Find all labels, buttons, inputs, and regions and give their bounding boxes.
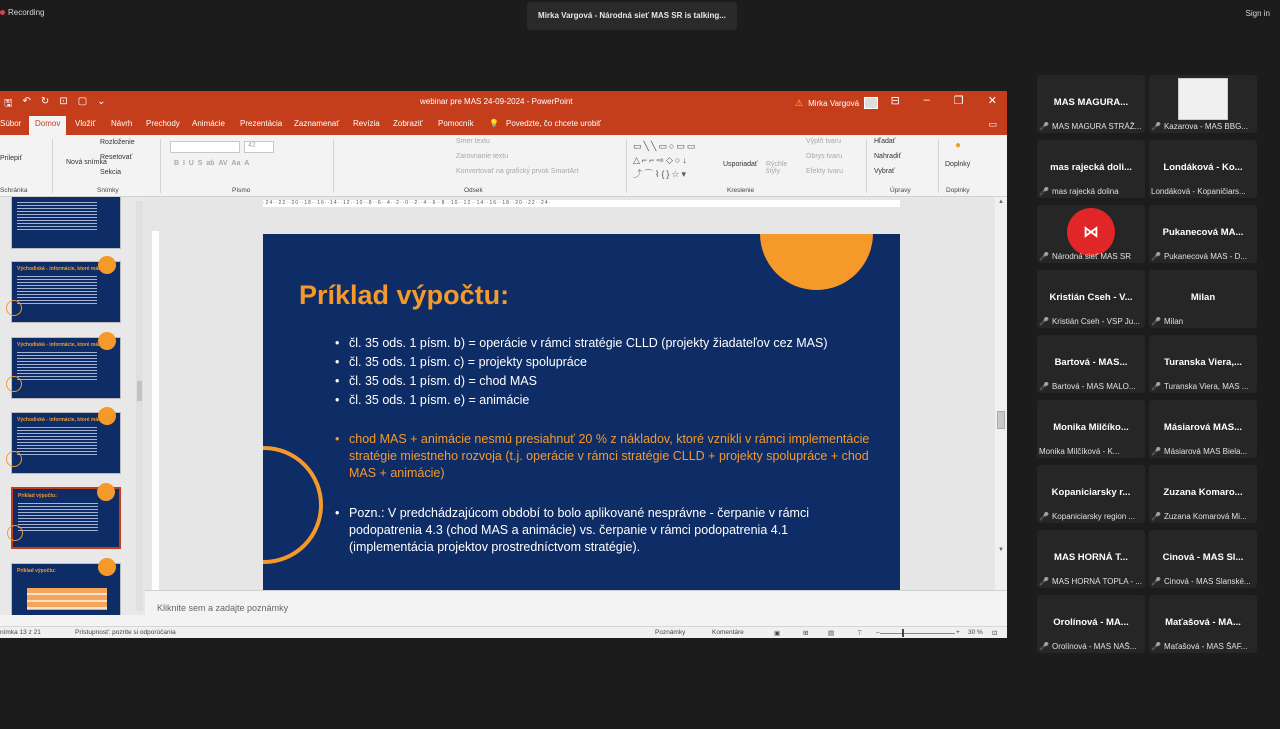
- fit-slide-icon[interactable]: ⊡: [992, 630, 998, 637]
- participant-name: Milan: [1190, 292, 1216, 303]
- participant-video: [1178, 78, 1228, 120]
- participant-tile[interactable]: [1149, 400, 1257, 458]
- participant-label: 🎤 mas rajecká dolina: [1039, 187, 1119, 196]
- thumbnail-ring: [6, 300, 22, 316]
- tab-home[interactable]: Domov: [29, 116, 66, 135]
- participant-label: 🎤 MAS HORNÁ TOPLA - ...: [1039, 577, 1142, 586]
- tab-file[interactable]: Súbor: [0, 119, 22, 128]
- shape-effects-button[interactable]: Efekty tvaru: [806, 168, 843, 175]
- accessibility-status[interactable]: Prístupnosť: pozrite si odporúčania: [75, 629, 176, 636]
- participant-tile[interactable]: [1037, 400, 1145, 458]
- mic-muted-icon: 🎤: [1151, 252, 1161, 261]
- sorter-view-icon[interactable]: ⊞: [803, 630, 809, 637]
- participant-tile[interactable]: [1037, 595, 1145, 653]
- thumbnail-title: Východiská - informácie, ktoré máme: [17, 266, 106, 272]
- recording-indicator: [0, 8, 44, 17]
- scroll-thumb[interactable]: [997, 411, 1005, 429]
- slide-counter: nímka 13 z 21: [0, 629, 41, 636]
- participant-name: Maťašová - MA...: [1165, 617, 1241, 628]
- mic-muted-icon: 🎤: [1039, 187, 1049, 196]
- participant-name: Zuzana Komaro...: [1163, 487, 1243, 498]
- ribbon-divider: [52, 139, 53, 193]
- smartart-button[interactable]: Konvertovať na grafický prvok SmartArt: [456, 168, 579, 175]
- font-name-select[interactable]: [170, 141, 240, 153]
- slide-title: Príklad výpočtu:: [299, 280, 510, 310]
- participant-label: Monika Milčíková - K...: [1039, 447, 1120, 456]
- mic-muted-icon: 🎤: [1039, 382, 1049, 391]
- current-slide[interactable]: [263, 234, 900, 592]
- participant-label: 🎤 Maťašová - MAS ŠAF...: [1151, 642, 1248, 651]
- participant-label: 🎤 Bartová - MAS MALO...: [1039, 382, 1136, 391]
- close-icon[interactable]: ✕: [987, 95, 997, 107]
- participant-name: MAS HORNÁ T...: [1054, 552, 1128, 563]
- mic-muted-icon: 🎤: [1039, 512, 1049, 521]
- zoom-slider-thumb[interactable]: [902, 629, 904, 637]
- new-doc-icon[interactable]: ▢: [77, 96, 88, 107]
- group-font: Písmo: [232, 187, 251, 194]
- tab-animations[interactable]: Animácie: [192, 119, 225, 128]
- participant-label: 🎤 Kazarova - MAS BBG...: [1151, 122, 1248, 131]
- thumbnail-ring: [6, 376, 22, 392]
- mic-muted-icon: 🎤: [1151, 122, 1161, 131]
- participant-label: 🎤 Cinová - MAS Slanské...: [1151, 577, 1251, 586]
- recording-label: Recording: [8, 8, 45, 17]
- participant-label: 🎤 Pukanecová MAS - D...: [1151, 252, 1248, 261]
- shapes-gallery[interactable]: ▭╲╲▭○▭▭ △⌐⌐⇨◇○↓ ⤴⌒⌇{}☆▾: [633, 141, 698, 179]
- thumbnail-table: [27, 588, 107, 610]
- window-controls: [891, 94, 997, 107]
- quick-access-toolbar: [4, 96, 106, 113]
- participant-name: Másiarová MAS...: [1163, 422, 1243, 433]
- lightbulb-icon: 💡: [489, 119, 499, 128]
- decorative-ring: [263, 446, 323, 564]
- qat-more-icon[interactable]: ⌄: [97, 96, 106, 107]
- decorative-circle: [760, 234, 873, 290]
- participant-label: Londáková - Kopaničiars...: [1151, 187, 1246, 196]
- warning-icon: ⚠: [795, 97, 804, 108]
- tab-transitions[interactable]: Prechody: [146, 119, 180, 128]
- ribbon-divider: [333, 139, 334, 193]
- tab-slideshow[interactable]: Prezentácia: [240, 119, 283, 128]
- mic-muted-icon: 🎤: [1039, 642, 1049, 651]
- ribbon-divider: [160, 139, 161, 193]
- participant-tile[interactable]: [1037, 140, 1145, 198]
- minimize-icon[interactable]: –: [923, 94, 930, 106]
- find-button[interactable]: Hľadať: [874, 138, 896, 145]
- mic-muted-icon: 🎤: [1151, 577, 1161, 586]
- participant-tile-active-speaker[interactable]: [1037, 205, 1145, 263]
- text-direction-button[interactable]: Smer textu: [456, 138, 490, 145]
- shape-fill-button[interactable]: Výplň tvaru: [806, 138, 842, 145]
- group-addins: Doplnky: [946, 187, 970, 194]
- sign-in-button[interactable]: Sign in: [1245, 9, 1270, 18]
- participant-tile[interactable]: [1149, 595, 1257, 653]
- tab-view[interactable]: Zobraziť: [393, 119, 423, 128]
- arrange-button[interactable]: Usporiadať: [723, 161, 758, 168]
- present-icon[interactable]: ⊡: [59, 96, 68, 107]
- zoom-level[interactable]: 30 %: [968, 629, 983, 636]
- mic-muted-icon: 🎤: [1151, 317, 1161, 326]
- group-clipboard: Schránka: [0, 187, 28, 194]
- thumbnail-content: [17, 425, 97, 455]
- group-editing: Úpravy: [890, 187, 911, 194]
- mic-muted-icon: 🎤: [1151, 382, 1161, 391]
- quick-styles-button[interactable]: Rýchle štýly: [766, 161, 788, 175]
- thumbnail-circle: [98, 558, 116, 576]
- zoom-slider[interactable]: [880, 633, 955, 634]
- shape-outline-button[interactable]: Obrys tvaru: [806, 153, 843, 160]
- addins-icon: ●: [955, 140, 962, 151]
- participant-tile[interactable]: [1037, 530, 1145, 588]
- undo-icon[interactable]: ↶: [22, 96, 31, 107]
- participant-tile[interactable]: [1149, 270, 1257, 328]
- slide-thumbnail[interactable]: [11, 563, 121, 615]
- participant-label: 🎤 MAS MAGURA STRÁŽ...: [1039, 122, 1142, 131]
- mic-muted-icon: 🎤: [1039, 122, 1049, 131]
- user-name: Mirka Vargová: [808, 98, 860, 108]
- participant-name: Orolínová - MA...: [1053, 617, 1129, 628]
- tab-design[interactable]: Návrh: [111, 119, 133, 128]
- mic-muted-icon: 🎤: [1039, 317, 1049, 326]
- account-area[interactable]: [795, 97, 878, 109]
- zoom-in-icon[interactable]: +: [956, 629, 960, 636]
- ribbon-divider: [626, 139, 627, 193]
- ribbon-display-icon[interactable]: ⊟: [890, 95, 900, 107]
- participant-label: 🎤 Kopaniciarsky region ...: [1039, 512, 1136, 521]
- ribbon-tabs: [0, 114, 1007, 135]
- group-slides: Snímky: [97, 187, 119, 194]
- ppt-titlebar: [0, 91, 1007, 114]
- new-slide-button[interactable]: Nová snímka: [66, 159, 107, 166]
- thumbnail-circle: [97, 483, 115, 501]
- slide-thumbnail[interactable]: [11, 261, 121, 323]
- bullet-item: • čl. 35 ods. 1 písm. b) = operácie v rámci stratégie CLLD (projekty žiadateľov cez MAS): [335, 334, 875, 353]
- mic-muted-icon: 🎤: [1151, 447, 1161, 456]
- scroll-thumb[interactable]: [137, 381, 142, 401]
- slide-thumbnail-selected[interactable]: [11, 487, 121, 549]
- mic-muted-icon: 🎤: [1151, 512, 1161, 521]
- participant-name: mas rajecká doli...: [1050, 162, 1132, 173]
- horizontal-ruler: ·24··22··20··18··16··14··12··10··8··6··4··2··0··2··4··6··8··10··12··14··16··18··20··22··24·: [263, 200, 900, 207]
- ribbon-divider: [938, 139, 939, 193]
- participant-label: 🎤 Milan: [1151, 317, 1184, 326]
- comment-icon[interactable]: ▭: [988, 119, 997, 129]
- section-button[interactable]: Sekcia: [100, 169, 122, 176]
- align-text-button[interactable]: Zarovnanie textu: [456, 153, 509, 160]
- participant-label: 🎤 Turanska Viera, MAS ...: [1151, 382, 1249, 391]
- thumbnail-content: [17, 274, 97, 304]
- thumbnail-ring: [6, 451, 22, 467]
- participant-tile[interactable]: [1149, 335, 1257, 393]
- zoom-out-icon[interactable]: –: [876, 629, 880, 636]
- participant-name: MAS MAGURA...: [1053, 97, 1129, 108]
- participant-tile[interactable]: [1149, 75, 1257, 133]
- tab-review[interactable]: Revízia: [353, 119, 380, 128]
- document-title: webinar pre MAS 24-09-2024 - PowerPoint: [420, 97, 573, 106]
- tab-record[interactable]: Zaznamenať: [294, 119, 340, 128]
- maximize-icon[interactable]: ❐: [953, 95, 964, 107]
- reset-button[interactable]: Resetovať: [100, 154, 133, 161]
- participant-tile[interactable]: [1149, 465, 1257, 523]
- mic-muted-icon: 🎤: [1151, 642, 1161, 651]
- participant-tile[interactable]: [1037, 465, 1145, 523]
- participant-name: Bartová - MAS...: [1054, 357, 1128, 368]
- participant-name: Monika Milčíko...: [1053, 422, 1129, 433]
- slide-thumbnail[interactable]: [11, 337, 121, 399]
- bullet-item: • čl. 35 ods. 1 písm. c) = projekty spolupráce: [335, 353, 875, 372]
- slide-thumbnail[interactable]: [11, 197, 121, 249]
- participant-label: 🎤 Másiarová MAS Biela...: [1151, 447, 1248, 456]
- participant-tile[interactable]: [1037, 270, 1145, 328]
- thumbnail-title: Príklad výpočtu:: [17, 568, 56, 574]
- comments-toggle[interactable]: Komentáre: [712, 629, 744, 636]
- highlight-paragraph: • chod MAS + animácie nesmú presiahnuť 20 % z nákladov, ktoré vznikli v rámci implementácie stratégie miestneho rozvoja (t.j. operácie v rámci stratégie CLLD + projekty spolupráce + chod MAS + animácie): [335, 431, 875, 482]
- select-button[interactable]: Vybrať: [874, 168, 895, 175]
- participant-name: Pukanecová MA...: [1162, 227, 1244, 238]
- tell-me-search[interactable]: Povedzte, čo chcete urobiť: [506, 119, 602, 128]
- mic-muted-icon: 🎤: [1039, 577, 1049, 586]
- notes-pane[interactable]: Kliknite sem a zadajte poznámky: [145, 590, 1007, 628]
- normal-view-icon[interactable]: ▣: [774, 630, 781, 637]
- participant-tile[interactable]: [1149, 530, 1257, 588]
- redo-icon[interactable]: ↻: [40, 96, 50, 107]
- layout-button[interactable]: Rozloženie: [100, 139, 135, 146]
- thumbnails-scrollbar[interactable]: [136, 201, 143, 611]
- participant-label: 🎤 Národná sieť MAS SR: [1039, 252, 1131, 261]
- ribbon-home: [0, 135, 1007, 197]
- participant-name: Cinová - MAS Sl...: [1162, 552, 1244, 563]
- participant-tile[interactable]: [1037, 75, 1145, 133]
- mic-muted-icon: 🎤: [1039, 252, 1049, 261]
- bullet-item: • čl. 35 ods. 1 písm. e) = animácie: [335, 391, 875, 410]
- replace-button[interactable]: Nahradiť: [874, 153, 902, 160]
- tab-help[interactable]: Pomocník: [438, 119, 474, 128]
- record-icon: [0, 10, 5, 15]
- participant-label: 🎤 Orolínová - MAS NAŠ...: [1039, 642, 1137, 651]
- scroll-down-icon[interactable]: ▼: [998, 547, 1004, 553]
- ribbon-divider: [866, 139, 867, 193]
- thumbnail-content: [17, 350, 97, 380]
- organization-logo: ⋈: [1067, 208, 1115, 256]
- thumbnail-title: Príklad výpočtu:: [18, 493, 57, 499]
- participant-name: Kopaniciarsky r...: [1051, 487, 1131, 498]
- bullet-item: • čl. 35 ods. 1 písm. d) = chod MAS: [335, 372, 875, 391]
- slide-thumbnail[interactable]: [11, 412, 121, 474]
- active-speaker-banner: Mirka Vargová - Národná sieť MAS SR is talking...: [527, 2, 737, 30]
- note-paragraph: • Pozn.: V predchádzajúcom období to bolo aplikované nesprávne - čerpanie v rámci podopatrenia 4.3 (chod MAS a animácie) vs. čerpanie v rámci podopatrenia 4.1 (implementácia projektov prostredníctvom stratégie).: [335, 505, 875, 556]
- font-size-select[interactable]: 42: [244, 141, 274, 153]
- participant-label: 🎤 Zuzana Komarová Mi...: [1151, 512, 1247, 521]
- group-drawing: Kreslenie: [727, 187, 755, 194]
- participant-tile[interactable]: [1149, 140, 1257, 198]
- notes-toggle[interactable]: Poznámky: [655, 629, 686, 636]
- tab-insert[interactable]: Vložiť: [75, 119, 96, 128]
- thumbnail-title: Východiská - informácie, ktoré máme: [17, 417, 106, 423]
- participant-tile[interactable]: [1149, 205, 1257, 263]
- vertical-ruler: [152, 231, 159, 591]
- editor-scrollbar[interactable]: [995, 197, 1007, 590]
- paste-button[interactable]: Prilepiť: [0, 155, 23, 162]
- participant-label: 🎤 Kristián Cseh - VSP Ju...: [1039, 317, 1140, 326]
- thumbnail-content: [18, 501, 98, 531]
- thumbnail-content: [17, 200, 97, 230]
- slide-thumbnails-pane: [0, 197, 145, 615]
- participant-name: Turanska Viera,...: [1164, 357, 1242, 368]
- participant-name: Kristián Cseh - V...: [1049, 292, 1133, 303]
- save-icon[interactable]: 🖫: [4, 98, 13, 109]
- slide-bullet-list: [335, 334, 875, 410]
- status-bar: [0, 626, 1007, 638]
- user-avatar: [864, 97, 878, 109]
- font-format-buttons[interactable]: B I U S ab AV Aa A: [174, 160, 250, 167]
- slideshow-view-icon[interactable]: ⊤: [857, 630, 863, 637]
- scroll-up-icon[interactable]: ▲: [998, 199, 1004, 205]
- reading-view-icon[interactable]: ▤: [828, 630, 835, 637]
- group-paragraph: Odsek: [464, 187, 483, 194]
- addins-button[interactable]: Doplnky: [945, 161, 971, 168]
- thumbnail-title: Východiská - informácie, ktoré máme: [17, 342, 106, 348]
- participant-name: Londáková - Ko...: [1163, 162, 1243, 173]
- thumbnail-ring: [7, 525, 23, 541]
- participant-tile[interactable]: [1037, 335, 1145, 393]
